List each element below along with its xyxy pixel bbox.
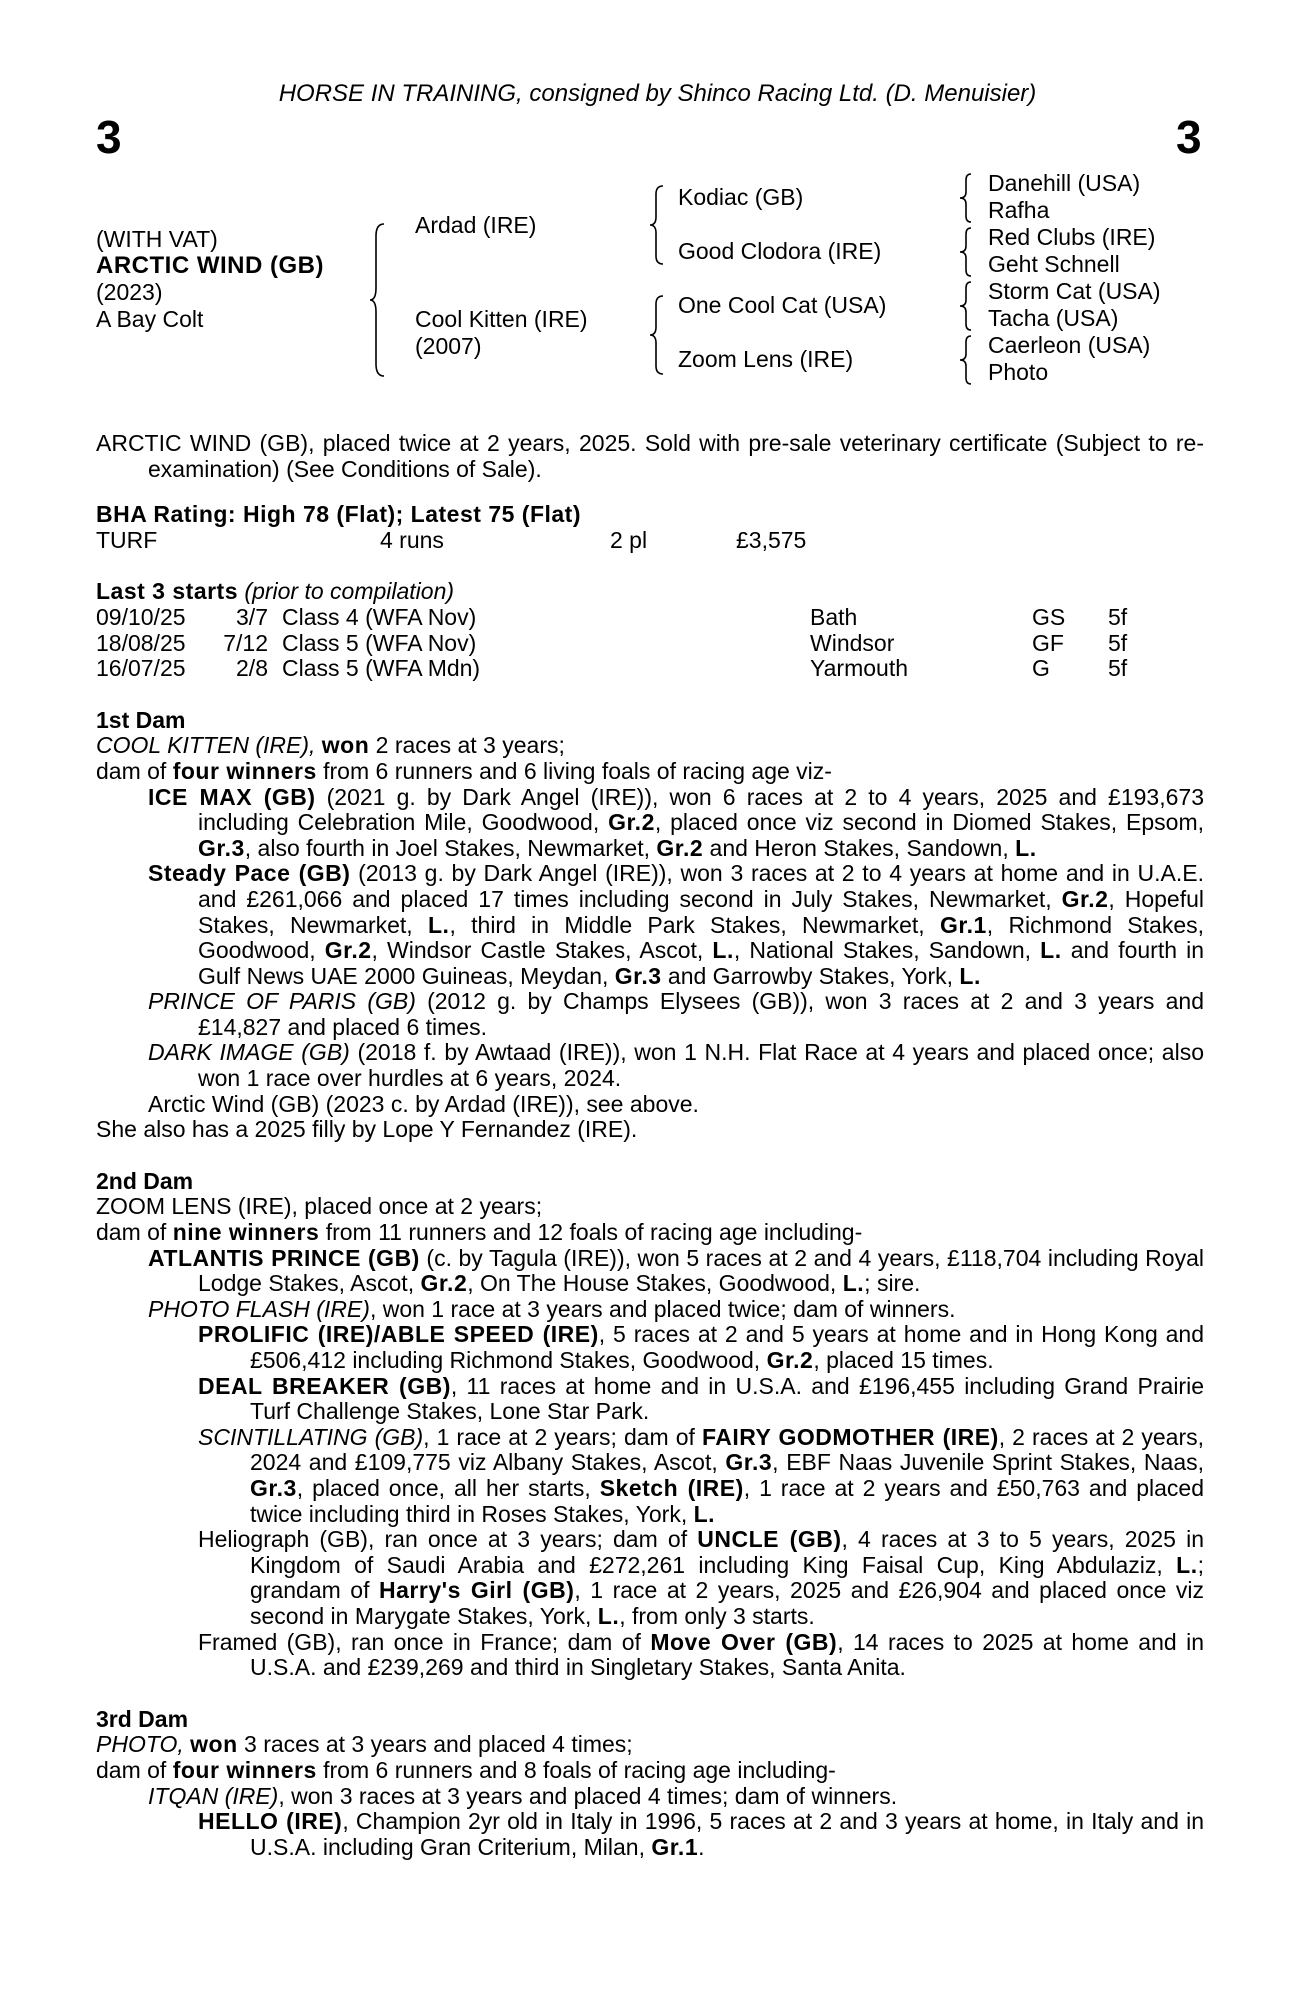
pedigree-brace-4 [958, 172, 974, 224]
progeny-name: Steady Pace (GB) [148, 860, 351, 887]
third-dam-heading: 3rd Dam [96, 1705, 189, 1732]
horse-name: ARCTIC WIND (GB) [96, 252, 324, 279]
pedigree-brace-6 [958, 280, 974, 332]
text: , also fourth in Joel Stakes, Newmarket, [244, 834, 650, 861]
bold-text: nine winners [172, 1219, 320, 1246]
text: , Windsor Castle Stakes, Ascot, [371, 937, 704, 964]
start-row [96, 631, 1204, 657]
progeny-heliograph [96, 1527, 1204, 1629]
text: (2013 g. by Dark Angel (IRE)), won 3 races at 2 to 4 years at home and in U.A.E. and £261,066 and placed 17 times including second in July Stakes, Newmarket, [198, 860, 1204, 912]
bold-text: won [190, 1731, 238, 1758]
bold-text: won [321, 732, 370, 759]
progeny-steady-pace [96, 861, 1204, 989]
text: ; sire. [864, 1270, 921, 1297]
progeny-ice-max [96, 785, 1204, 862]
dam-name: PHOTO, [96, 1731, 184, 1758]
sire-sire: Kodiac (GB) [678, 184, 804, 210]
last-starts-title: Last 3 starts [96, 578, 239, 605]
text: , 5 races at 2 and 5 years at home and in Hong Kong and £506,412 including Richmond Stakes, Goodwood, [250, 1321, 1204, 1373]
start-row [96, 605, 1204, 631]
lot-number-left: 3 [96, 111, 122, 163]
second-dam-line-1: ZOOM LENS (IRE), placed once at 2 years; [96, 1193, 543, 1220]
progeny-itqan [96, 1784, 1204, 1810]
text: ; grandam of [250, 1551, 1205, 1604]
dam: Cool Kitten (IRE) [415, 306, 588, 332]
grade: Gr.3 [725, 1449, 773, 1476]
text: , placed 15 times. [813, 1347, 994, 1373]
start-going: GS [1032, 603, 1066, 630]
dam-name: COOL KITTEN (IRE), [96, 732, 316, 759]
turf-runs: 4 runs [380, 526, 444, 553]
bold-text: UNCLE (GB) [697, 1526, 842, 1553]
text: dam of [96, 1756, 167, 1783]
text: from 6 runners and 6 living foals of racing age viz- [323, 757, 832, 784]
progeny-photo-flash [96, 1297, 1204, 1323]
bold-text: Harry's Girl (GB) [379, 1577, 575, 1604]
ancestor-5: Storm Cat (USA) [988, 278, 1161, 304]
bold-text: four winners [172, 1756, 317, 1783]
progeny-scintillating [96, 1425, 1204, 1527]
progeny-name: ATLANTIS PRINCE (GB) [148, 1244, 420, 1271]
grade: L. [712, 937, 734, 964]
start-distance: 5f [1108, 655, 1128, 682]
start-date: 09/10/25 [96, 603, 186, 630]
text: , won 1 race at 3 years and placed twice; dam of winners. [369, 1295, 956, 1322]
text: , Hopeful Stakes, Newmarket, [198, 885, 1205, 938]
text: , won 3 races at 3 years and placed 4 times; dam of winners. [278, 1782, 898, 1809]
start-race: Class 4 (WFA Nov) [282, 603, 477, 630]
pedigree-brace-2 [648, 184, 666, 266]
text: , 1 race at 2 years, 2025 and £26,904 and placed once viz second in Marygate Stakes, York, [250, 1577, 1204, 1629]
last-starts-subtitle: (prior to compilation) [244, 578, 455, 605]
last-starts-heading [96, 579, 1204, 605]
grade: L. [693, 1500, 716, 1527]
pedigree-brace-1 [368, 222, 388, 378]
progeny-name: HELLO (IRE) [198, 1808, 343, 1835]
grade: L. [1176, 1551, 1198, 1578]
sire: Ardad (IRE) [415, 212, 537, 238]
text: , Champion 2yr old in Italy in 1996, 5 races at 2 and 3 years at home, in Italy and in U.S.A. including Gran Criterium, Milan, [250, 1808, 1204, 1860]
second-dam-heading: 2nd Dam [96, 1167, 194, 1194]
grade: Gr.3 [250, 1474, 297, 1501]
text: , 14 races to 2025 at home and in U.S.A. and £239,269 and third in Singletary Stakes, Santa Anita. [250, 1628, 1204, 1681]
progeny-name: DARK IMAGE (GB) [148, 1039, 350, 1066]
text: , EBF Naas Juvenile Sprint Stakes, Naas, [772, 1449, 1205, 1476]
text: , placed once viz second in Diomed Stakes, Epsom, [654, 809, 1204, 836]
grade: L. [597, 1602, 620, 1629]
horse-year: (2023) [96, 279, 163, 305]
ancestor-1: Danehill (USA) [988, 170, 1141, 196]
grade: Gr.2 [766, 1347, 814, 1373]
first-dam-line-2 [96, 759, 1204, 785]
start-position: 7/12 [223, 629, 268, 656]
dam-sire: One Cool Cat (USA) [678, 292, 887, 318]
grade: Gr.2 [1061, 885, 1109, 912]
lot-number-right: 3 [1176, 111, 1202, 163]
progeny-name: PRINCE OF PARIS (GB) [148, 988, 416, 1015]
text: , National Stakes, Sandown, [733, 937, 1032, 964]
start-row [96, 656, 1204, 682]
turf-record [96, 528, 1204, 554]
text: (2018 f. by Awtaad (IRE)), won 1 N.H. Flat Race at 4 years and placed once; also won 1 race over hurdles at 6 years, 2024. [198, 1039, 1204, 1092]
ancestor-8: Photo [988, 359, 1049, 385]
text: from 11 runners and 12 foals of racing age including- [325, 1219, 863, 1246]
text: , 1 race at 2 years and £50,763 and placed twice including third in Roses Stakes, York, [250, 1474, 1204, 1527]
third-dam-line-1 [96, 1732, 1204, 1758]
first-dam-line-1 [96, 733, 1204, 759]
bha-rating: BHA Rating: High 78 (Flat); Latest 75 (Flat) [96, 501, 581, 528]
grade: L. [1040, 937, 1062, 964]
text: , 11 races at home and in U.S.A. and £196,455 including Grand Prairie Turf Challenge Stakes, Lone Star Park. [250, 1372, 1204, 1425]
start-race: Class 5 (WFA Nov) [282, 629, 477, 656]
ancestor-7: Caerleon (USA) [988, 332, 1151, 358]
progeny-name: PROLIFIC (IRE)/ABLE SPEED (IRE) [198, 1321, 599, 1348]
text: and Heron Stakes, Sandown, [709, 834, 1009, 861]
ancestor-4: Geht Schnell [988, 251, 1120, 277]
bold-text: four winners [172, 757, 317, 784]
pedigree-brace-7 [958, 334, 974, 386]
grade: Gr.3 [198, 834, 245, 861]
pedigree-brace-5 [958, 226, 974, 278]
text: , 2 races at 2 years, 2024 and £109,775 viz Albany Stakes, Ascot, [250, 1423, 1205, 1476]
progeny-name: PHOTO FLASH (IRE) [148, 1295, 370, 1322]
dam-dam: Zoom Lens (IRE) [678, 346, 854, 372]
start-course: Windsor [810, 629, 895, 656]
grade: Gr.2 [420, 1270, 468, 1297]
sire-dam: Good Clodora (IRE) [678, 238, 882, 264]
text: Heliograph (GB), ran once at 3 years; dam of [198, 1526, 688, 1553]
turf-placed: 2 pl [610, 526, 648, 553]
first-dam-heading: 1st Dam [96, 706, 186, 733]
dam-year: (2007) [415, 333, 482, 359]
text: , from only 3 starts. [619, 1602, 815, 1629]
grade: Gr.2 [656, 834, 704, 861]
text: dam of [96, 1219, 167, 1246]
progeny-name: SCINTILLATING (GB) [198, 1423, 424, 1450]
text: 3 races at 3 years and placed 4 times; [244, 1731, 633, 1758]
start-course: Bath [810, 603, 858, 630]
horse-description: A Bay Colt [96, 306, 204, 332]
text: and fourth in Gulf News UAE 2000 Guineas, Meydan, [198, 937, 1205, 989]
grade: Gr.1 [940, 911, 987, 938]
text: , 1 race at 2 years; dam of [423, 1423, 695, 1450]
grade: Gr.2 [608, 809, 655, 836]
text: and Garrowby Stakes, York, [667, 962, 954, 989]
catalogue-body [96, 431, 1204, 1860]
grade: Gr.1 [651, 1833, 699, 1860]
progeny-prince-of-paris [96, 989, 1204, 1040]
third-dam-line-2 [96, 1758, 1204, 1784]
text: , 4 races at 3 to 5 years, 2025 in Kingdom of Saudi Arabia and £272,261 including King Faisal Cup, King Abdulaziz, [250, 1526, 1204, 1578]
grade: L. [1015, 834, 1037, 861]
start-race: Class 5 (WFA Mdn) [282, 655, 481, 682]
progeny-deal-breaker [96, 1374, 1204, 1425]
text: Framed (GB), ran once in France; dam of [198, 1628, 641, 1655]
bold-text: FAIRY GODMOTHER (IRE) [701, 1423, 999, 1450]
text: 2 races at 3 years; [375, 732, 565, 759]
text: , On The House Stakes, Goodwood, [467, 1270, 837, 1297]
grade: Gr.2 [324, 937, 372, 964]
text: . [698, 1833, 705, 1860]
start-course: Yarmouth [810, 655, 909, 682]
start-position: 2/8 [236, 655, 268, 682]
progeny-prolific [96, 1322, 1204, 1373]
grade: L. [428, 911, 450, 938]
progeny-name: ICE MAX (GB) [148, 783, 316, 810]
summary: ARCTIC WIND (GB), placed twice at 2 years, 2025. Sold with pre-sale veterinary certificate (Subject to re-examination) (See Conditions of Sale). [96, 430, 1204, 482]
text: , third in Middle Park Stakes, Newmarket, [449, 911, 925, 938]
text: (2012 g. by Champs Elysees (GB)), won 3 races at 2 and 3 years and £14,827 and placed 6 times. [198, 988, 1204, 1040]
progeny-dark-image [96, 1040, 1204, 1091]
start-date: 18/08/25 [96, 629, 186, 656]
turf-label: TURF [96, 526, 158, 553]
vat-note: (WITH VAT) [96, 226, 218, 252]
progeny-atlantis-prince [96, 1246, 1204, 1297]
start-going: GF [1032, 629, 1064, 656]
grade: L. [959, 962, 981, 989]
progeny-arctic-wind: Arctic Wind (GB) (2023 c. by Ardad (IRE)), see above. [148, 1090, 699, 1117]
progeny-name: DEAL BREAKER (GB) [198, 1372, 451, 1399]
progeny-hello [96, 1809, 1204, 1860]
start-distance: 5f [1108, 629, 1128, 656]
second-dam-line-2 [96, 1220, 1204, 1246]
bold-text: Move Over (GB) [650, 1628, 838, 1655]
grade: Gr.3 [614, 962, 662, 989]
text: (2021 g. by Dark Angel (IRE)), won 6 races at 2 to 4 years, 2025 and £193,673 including Celebration Mile, Goodwood, [198, 783, 1204, 836]
start-position: 3/7 [236, 603, 268, 630]
grade: L. [842, 1270, 865, 1297]
ancestor-6: Tacha (USA) [988, 305, 1119, 331]
first-dam-also: She also has a 2025 filly by Lope Y Fernandez (IRE). [96, 1116, 638, 1143]
text: , placed once, all her starts, [296, 1474, 591, 1501]
progeny-framed [96, 1630, 1204, 1681]
start-date: 16/07/25 [96, 655, 186, 682]
start-going: G [1032, 655, 1050, 682]
text: , Richmond Stakes, Goodwood, [198, 911, 1204, 964]
progeny-name: ITQAN (IRE) [148, 1782, 279, 1809]
pedigree-brace-3 [648, 294, 666, 376]
bold-text: Sketch (IRE) [599, 1474, 744, 1501]
start-distance: 5f [1108, 603, 1128, 630]
page-header: HORSE IN TRAINING, consigned by Shinco Racing Ltd. (D. Menuisier) [278, 80, 1037, 107]
ancestor-3: Red Clubs (IRE) [988, 224, 1156, 250]
ancestor-2: Rafha [988, 197, 1050, 223]
text: from 6 runners and 8 foals of racing age including- [323, 1756, 836, 1783]
turf-prize: £3,575 [736, 526, 807, 553]
text: (c. by Tagula (IRE)), won 5 races at 2 and 4 years, £118,704 including Royal Lodge Stakes, Ascot, [198, 1244, 1204, 1297]
text: dam of [96, 757, 167, 784]
